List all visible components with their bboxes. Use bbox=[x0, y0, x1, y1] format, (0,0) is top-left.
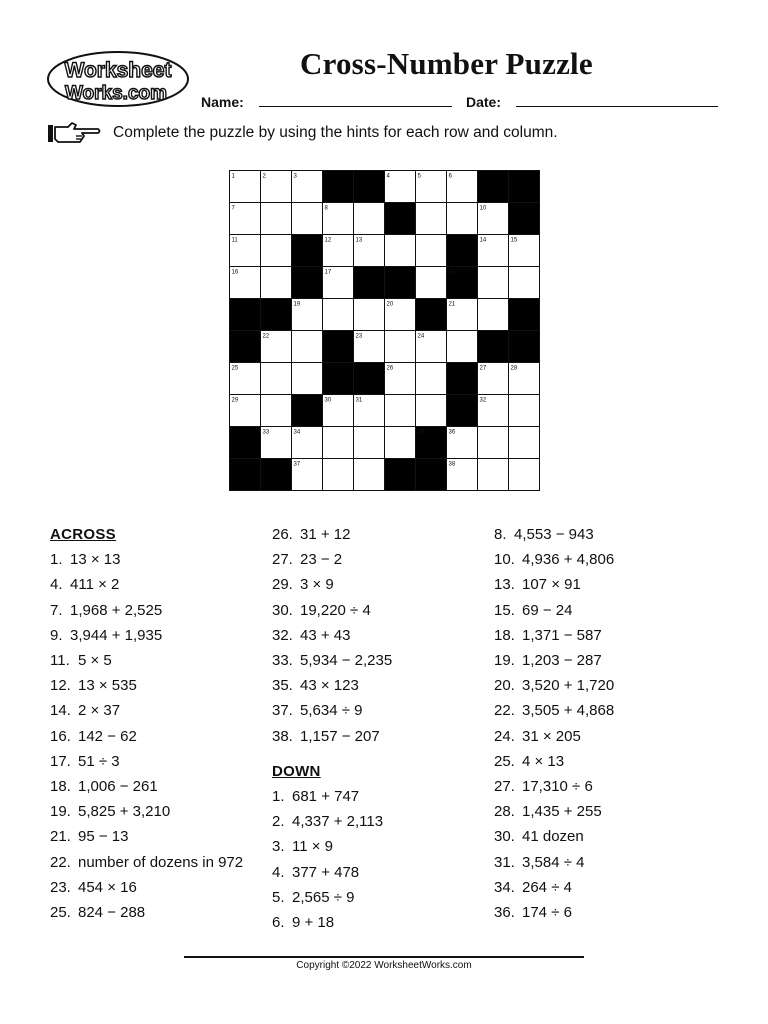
grid-cell[interactable] bbox=[354, 427, 385, 459]
grid-block bbox=[354, 363, 385, 395]
clue-item bbox=[50, 774, 243, 799]
clue-number: 37. bbox=[272, 702, 293, 720]
clue-number: 27. bbox=[494, 778, 515, 796]
clue-text: 43 + 43 bbox=[300, 626, 351, 644]
clue-number: 30. bbox=[494, 828, 515, 846]
instructions-text: Complete the puzzle by using the hints for each row and column. bbox=[113, 124, 558, 141]
grid-block bbox=[261, 299, 292, 331]
name-label: Name: bbox=[201, 94, 244, 110]
pointing-hand-icon bbox=[46, 120, 102, 146]
clue-number: 36. bbox=[494, 904, 515, 922]
grid-cell[interactable] bbox=[292, 363, 323, 395]
grid-block bbox=[323, 363, 354, 395]
clue-text: 3,520 + 1,720 bbox=[522, 677, 615, 695]
grid-block bbox=[323, 331, 354, 363]
cell-number: 9 bbox=[386, 205, 390, 212]
clue-text: 4,337 + 2,113 bbox=[292, 813, 384, 831]
grid-cell[interactable] bbox=[509, 395, 540, 427]
clue-column-2 bbox=[272, 522, 392, 935]
cell-number: 30 bbox=[324, 397, 332, 404]
grid-cell[interactable] bbox=[478, 299, 509, 331]
cell-number: 7 bbox=[231, 205, 235, 212]
clue-item bbox=[494, 598, 614, 623]
grid-cell[interactable] bbox=[478, 427, 509, 459]
clue-text: 681 + 747 bbox=[292, 788, 360, 806]
clue-number: 3. bbox=[272, 838, 285, 856]
grid-cell[interactable] bbox=[323, 427, 354, 459]
grid-block bbox=[230, 427, 261, 459]
clue-text: 23 − 2 bbox=[300, 551, 343, 569]
cell-number: 17 bbox=[324, 269, 332, 276]
cell-number: 13 bbox=[355, 237, 363, 244]
clue-number: 14. bbox=[50, 702, 71, 720]
clue-item bbox=[50, 824, 243, 849]
grid-cell[interactable] bbox=[509, 459, 540, 491]
clue-item bbox=[50, 900, 243, 925]
clue-text: 13 × 535 bbox=[78, 677, 137, 695]
grid-cell[interactable] bbox=[292, 331, 323, 363]
grid-cell[interactable] bbox=[354, 459, 385, 491]
clue-text: 5 × 5 bbox=[78, 652, 112, 670]
clue-item bbox=[50, 598, 243, 623]
cell-number: 5 bbox=[417, 173, 421, 180]
clue-item bbox=[50, 698, 243, 723]
clue-text: 5,634 ÷ 9 bbox=[300, 702, 363, 720]
clue-item bbox=[494, 724, 614, 749]
clue-text: 454 × 16 bbox=[78, 878, 137, 896]
clue-number: 25. bbox=[50, 904, 71, 922]
clue-number: 18. bbox=[494, 626, 515, 644]
cell-number: 12 bbox=[324, 237, 332, 244]
cell-number: 2 bbox=[262, 173, 266, 180]
date-field[interactable] bbox=[516, 106, 718, 107]
name-field[interactable] bbox=[259, 106, 452, 107]
clue-number: 29. bbox=[272, 576, 293, 594]
grid-block bbox=[509, 203, 540, 235]
clue-number: 32. bbox=[272, 626, 293, 644]
clue-text: 31 + 12 bbox=[300, 526, 351, 543]
grid-block bbox=[323, 171, 354, 203]
cell-number: 20 bbox=[386, 301, 394, 308]
page-title: Cross-Number Puzzle bbox=[300, 46, 593, 81]
clue-number: 15. bbox=[494, 601, 515, 619]
cell-number: 26 bbox=[386, 365, 394, 372]
grid-block bbox=[292, 267, 323, 299]
grid-block bbox=[416, 299, 447, 331]
clue-item bbox=[272, 547, 392, 572]
grid-block bbox=[509, 171, 540, 203]
cell-number: 3 bbox=[293, 173, 297, 180]
clue-number: 38. bbox=[272, 727, 293, 745]
grid-cell[interactable] bbox=[261, 235, 292, 267]
clue-item bbox=[494, 799, 614, 824]
cell-number: 29 bbox=[231, 397, 239, 404]
clue-text: number of dozens in 972 bbox=[78, 853, 244, 871]
clue-number: 1. bbox=[50, 551, 63, 569]
cell-number: 33 bbox=[262, 429, 270, 436]
logo-text-line2: Works.com bbox=[64, 83, 168, 104]
clue-text: 3 × 9 bbox=[300, 576, 334, 594]
clue-text: 3,584 ÷ 4 bbox=[522, 853, 585, 871]
clue-item bbox=[494, 522, 614, 547]
grid-cell[interactable] bbox=[261, 363, 292, 395]
cell-number: 37 bbox=[293, 461, 301, 468]
clue-number: 21. bbox=[50, 828, 71, 846]
clue-text: 4,553 − 943 bbox=[514, 526, 594, 543]
clue-item bbox=[272, 623, 392, 648]
grid-block bbox=[385, 459, 416, 491]
clue-item bbox=[272, 860, 392, 885]
cell-number: 32 bbox=[479, 397, 487, 404]
clue-item bbox=[494, 547, 614, 572]
clue-number: 6. bbox=[272, 914, 285, 932]
clue-number: 28. bbox=[494, 803, 515, 821]
clue-text: 1,435 + 255 bbox=[522, 803, 602, 821]
cell-number: 28 bbox=[510, 365, 518, 372]
clue-text: 51 ÷ 3 bbox=[78, 752, 120, 770]
cell-number: 19 bbox=[293, 301, 301, 308]
clue-item bbox=[50, 648, 243, 673]
clue-text: 3,944 + 1,935 bbox=[70, 626, 163, 644]
clue-item bbox=[494, 673, 614, 698]
grid-block bbox=[416, 459, 447, 491]
grid-block bbox=[292, 235, 323, 267]
grid-block bbox=[230, 299, 261, 331]
clue-text: 9 + 18 bbox=[292, 914, 335, 932]
clue-text: 824 − 288 bbox=[78, 904, 146, 922]
across-heading: ACROSS bbox=[50, 526, 116, 543]
clue-text: 1,203 − 287 bbox=[522, 652, 602, 670]
cell-number: 23 bbox=[355, 333, 363, 340]
grid-block bbox=[509, 299, 540, 331]
clue-number: 19. bbox=[50, 803, 71, 821]
clue-text: 43 × 123 bbox=[300, 677, 359, 695]
clue-item bbox=[494, 774, 614, 799]
clue-item bbox=[272, 784, 392, 809]
clue-number: 26. bbox=[272, 526, 293, 543]
clue-number: 34. bbox=[494, 878, 515, 896]
grid-block bbox=[354, 267, 385, 299]
clue-item bbox=[50, 547, 243, 572]
grid-cell[interactable] bbox=[416, 363, 447, 395]
grid-cell[interactable] bbox=[323, 459, 354, 491]
clue-item bbox=[272, 673, 392, 698]
grid-block bbox=[478, 331, 509, 363]
clue-number: 11. bbox=[50, 652, 70, 670]
clue-number: 23. bbox=[50, 878, 71, 896]
clue-item bbox=[272, 724, 392, 749]
clue-text: 5,934 − 2,235 bbox=[300, 652, 393, 670]
clue-text: 95 − 13 bbox=[78, 828, 129, 846]
clue-number: 16. bbox=[50, 727, 71, 745]
clue-number: 13. bbox=[494, 576, 515, 594]
clue-item bbox=[272, 598, 392, 623]
grid-block bbox=[292, 395, 323, 427]
grid-block bbox=[230, 459, 261, 491]
grid-cell[interactable] bbox=[385, 235, 416, 267]
clue-text: 5,825 + 3,210 bbox=[78, 803, 171, 821]
clue-text: 1,006 − 261 bbox=[78, 778, 158, 796]
cell-number: 18 bbox=[448, 269, 456, 276]
cell-number: 10 bbox=[479, 205, 487, 212]
clue-item bbox=[50, 799, 243, 824]
grid-block bbox=[261, 459, 292, 491]
clue-number: 17. bbox=[50, 752, 71, 770]
cell-number: 31 bbox=[355, 397, 363, 404]
clue-text: 411 × 2 bbox=[70, 576, 120, 594]
clue-item bbox=[494, 623, 614, 648]
clue-text: 377 + 478 bbox=[292, 863, 360, 881]
clue-number: 8. bbox=[494, 526, 507, 543]
cell-number: 27 bbox=[479, 365, 487, 372]
grid-cell[interactable] bbox=[354, 203, 385, 235]
clue-number: 22. bbox=[50, 853, 71, 871]
grid-cell[interactable] bbox=[416, 203, 447, 235]
clue-number: 33. bbox=[272, 652, 293, 670]
clue-item bbox=[50, 850, 243, 875]
clue-text: 69 − 24 bbox=[522, 601, 573, 619]
cell-number: 4 bbox=[386, 173, 390, 180]
grid-cell[interactable] bbox=[385, 427, 416, 459]
clue-number: 22. bbox=[494, 702, 515, 720]
copyright-text: Copyright ©2022 WorksheetWorks.com bbox=[296, 960, 472, 971]
clue-text: 174 ÷ 6 bbox=[522, 904, 572, 922]
clue-item bbox=[494, 900, 614, 925]
grid-cell[interactable] bbox=[292, 203, 323, 235]
grid-cell[interactable] bbox=[416, 267, 447, 299]
clue-text: 4,936 + 4,806 bbox=[522, 551, 615, 569]
clue-text: 1,968 + 2,525 bbox=[70, 601, 163, 619]
grid-cell[interactable] bbox=[416, 235, 447, 267]
cell-number: 14 bbox=[479, 237, 487, 244]
cell-number: 8 bbox=[324, 205, 328, 212]
clue-item bbox=[494, 749, 614, 774]
cell-number: 36 bbox=[448, 429, 456, 436]
clue-number: 1. bbox=[272, 788, 285, 806]
clue-item bbox=[494, 572, 614, 597]
clue-text: 11 × 9 bbox=[292, 838, 334, 856]
clue-item bbox=[494, 648, 614, 673]
cell-number: 24 bbox=[417, 333, 425, 340]
grid-cell[interactable] bbox=[261, 395, 292, 427]
clue-number: 19. bbox=[494, 652, 515, 670]
clue-item bbox=[272, 809, 392, 834]
clue-text: 2,565 ÷ 9 bbox=[292, 888, 355, 906]
worksheetworks-logo bbox=[46, 50, 190, 108]
cell-number: 38 bbox=[448, 461, 456, 468]
cell-number: 11 bbox=[231, 237, 238, 244]
clue-number: 10. bbox=[494, 551, 515, 569]
clue-number: 2. bbox=[272, 813, 285, 831]
clue-number: 9. bbox=[50, 626, 63, 644]
grid-cell[interactable] bbox=[323, 299, 354, 331]
clue-number: 12. bbox=[50, 677, 71, 695]
grid-cell[interactable] bbox=[509, 267, 540, 299]
clue-number: 24. bbox=[494, 727, 515, 745]
clue-text: 107 × 91 bbox=[522, 576, 581, 594]
grid-cell[interactable] bbox=[447, 331, 478, 363]
grid-block bbox=[447, 395, 478, 427]
clue-text: 1,371 − 587 bbox=[522, 626, 602, 644]
clue-number: 18. bbox=[50, 778, 71, 796]
grid-cell[interactable] bbox=[261, 267, 292, 299]
grid-cell[interactable] bbox=[447, 203, 478, 235]
grid-block bbox=[385, 267, 416, 299]
clue-column-1 bbox=[50, 522, 243, 925]
logo-text-line1: Worksheet bbox=[64, 59, 172, 82]
clue-item bbox=[50, 724, 243, 749]
grid-cell[interactable] bbox=[354, 299, 385, 331]
grid-cell[interactable] bbox=[478, 267, 509, 299]
clue-item bbox=[50, 623, 243, 648]
clue-text: 31 × 205 bbox=[522, 727, 581, 745]
grid-cell[interactable] bbox=[261, 203, 292, 235]
clue-item bbox=[272, 572, 392, 597]
clue-text: 3,505 + 4,868 bbox=[522, 702, 615, 720]
clue-item bbox=[272, 885, 392, 910]
down-heading: DOWN bbox=[272, 762, 321, 780]
clue-column-3 bbox=[494, 522, 614, 925]
cell-number: 16 bbox=[231, 269, 239, 276]
cell-number: 34 bbox=[293, 429, 301, 436]
clue-item bbox=[272, 648, 392, 673]
clue-item bbox=[50, 749, 243, 774]
cell-number: 6 bbox=[448, 173, 452, 180]
clue-text: 4 × 13 bbox=[522, 752, 565, 770]
cell-number: 21 bbox=[448, 301, 456, 308]
grid-cell[interactable] bbox=[385, 395, 416, 427]
clue-text: 1,157 − 207 bbox=[300, 727, 380, 745]
clue-item bbox=[50, 572, 243, 597]
clue-number: 27. bbox=[272, 551, 293, 569]
clue-number: 35. bbox=[272, 677, 293, 695]
clue-text: 2 × 37 bbox=[78, 702, 121, 720]
cell-number: 1 bbox=[231, 173, 235, 180]
clue-item bbox=[272, 522, 392, 547]
clue-number: 30. bbox=[272, 601, 293, 619]
grid-block bbox=[447, 235, 478, 267]
grid-block bbox=[230, 331, 261, 363]
grid-block bbox=[478, 171, 509, 203]
clue-text: 142 − 62 bbox=[78, 727, 137, 745]
clue-number: 4. bbox=[272, 863, 285, 881]
grid-cell[interactable] bbox=[478, 459, 509, 491]
clue-item bbox=[494, 850, 614, 875]
clue-item bbox=[272, 910, 392, 935]
grid-block bbox=[354, 171, 385, 203]
grid-block bbox=[509, 331, 540, 363]
clue-number: 25. bbox=[494, 752, 515, 770]
cell-number: 25 bbox=[231, 365, 239, 372]
clue-number: 4. bbox=[50, 576, 63, 594]
clue-text: 19,220 ÷ 4 bbox=[300, 601, 371, 619]
footer-divider bbox=[184, 956, 584, 958]
date-label: Date: bbox=[466, 94, 502, 110]
grid-block bbox=[447, 363, 478, 395]
clue-item bbox=[50, 875, 243, 900]
grid-cell[interactable] bbox=[509, 427, 540, 459]
cell-number: 35 bbox=[417, 429, 425, 436]
clue-text: 17,310 ÷ 6 bbox=[522, 778, 593, 796]
grid-cell[interactable] bbox=[416, 395, 447, 427]
clue-number: 20. bbox=[494, 677, 515, 695]
cell-number: 22 bbox=[262, 333, 270, 340]
grid-cell[interactable] bbox=[385, 331, 416, 363]
clue-item bbox=[272, 834, 392, 859]
clue-text: 264 ÷ 4 bbox=[522, 878, 572, 896]
puzzle-grid[interactable] bbox=[229, 170, 540, 491]
clue-number: 7. bbox=[50, 601, 63, 619]
clue-text: 41 dozen bbox=[522, 828, 584, 846]
clue-number: 31. bbox=[494, 853, 515, 871]
clue-number: 5. bbox=[272, 888, 285, 906]
clue-item bbox=[494, 875, 614, 900]
clue-item bbox=[50, 673, 243, 698]
clue-item bbox=[494, 698, 614, 723]
clue-item bbox=[494, 824, 614, 849]
cell-number: 15 bbox=[510, 237, 518, 244]
clue-text: 13 × 13 bbox=[70, 551, 121, 569]
clue-item bbox=[272, 698, 392, 723]
